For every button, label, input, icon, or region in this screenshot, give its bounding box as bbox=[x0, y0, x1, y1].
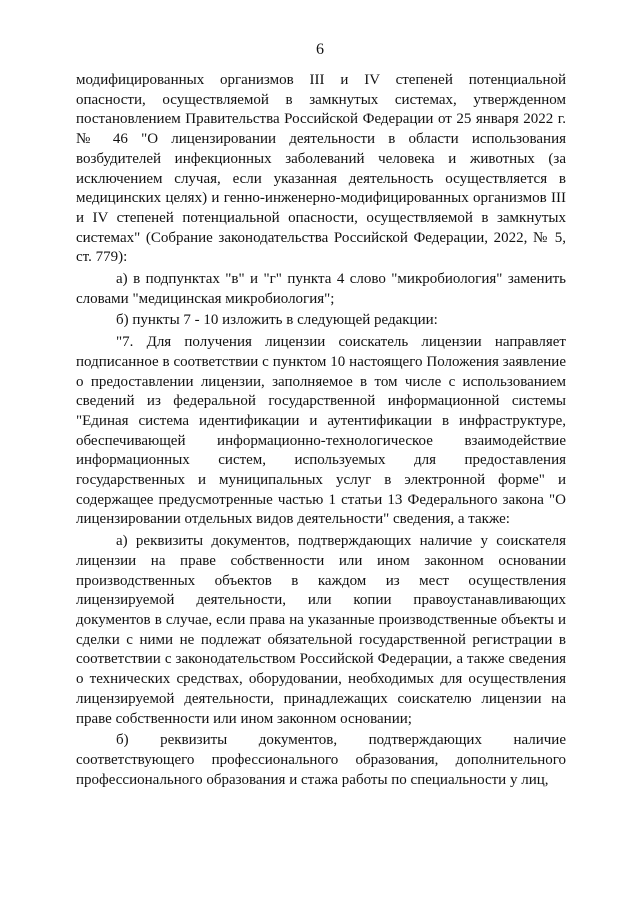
page-number: 6 bbox=[316, 41, 324, 58]
paragraph-clause-7: "7. Для получения лицензии соискатель лицензии направляет подписанное в соответствии с пунктом 10 настоящего Положения заявление о предоставлении лицензии, заполняемое в том числе с использованием сведений из федеральной государственной информационной системы "Единая система идентификации и аутентификации в инфраструктуре, обеспечивающей информационно-технологическое взаимодействие информационных систем, используемых для предоставления государственных и муниципальных услуг в электронной форме" и содержащее предусмотренные частью 1 статьи 13 Федерального закона "О лицензировании отдельных видов деятельности" сведения, а также: bbox=[76, 334, 566, 528]
paragraph-item-b: б) пункты 7 - 10 изложить в следующей редакции: bbox=[116, 312, 438, 329]
paragraph-item-a: а) в подпунктах "в" и "г" пункта 4 слово "микробиология" заменить словами "медицинская микробиология"; bbox=[76, 271, 566, 307]
document-body bbox=[76, 71, 566, 790]
paragraph-intro-continuation: модифицированных организмов III и IV степеней потенциальной опасности, осуществляемой в замкнутых системах, утвержденном постановлением Правительства Российской Федерации от 25 января 2022 г. № 46 "О лицензировании деятельности в области использования возбудителей инфекционных заболеваний человека и животных (за исключением случая, если указанная деятельность осуществляется в медицинских целях) и генно-инженерно-модифицированных организмов III и IV степеней потенциальной опасности, осуществляемой в замкнутых системах" (Собрание законодательства Российской Федерации, 2022, № 5, ст. 779): bbox=[76, 72, 566, 266]
paragraph-subitem-b: б) реквизиты документов, подтверждающих наличие соответствующего профессионального образования, дополнительного профессионального образования и стажа работы по специальности у лиц, bbox=[76, 732, 566, 788]
paragraph-subitem-a: а) реквизиты документов, подтверждающих наличие у соискателя лицензии на праве собственности или ином законном основании производственных объектов в каждом из мест осуществления лицензируемой деятельности, или копии правоустанавливающих документов в случае, если права на указанные производственные объекты и сделки с ними не подлежат обязательной государственной регистрации в соответствии с законодательством Российской Федерации, а также сведения о технических средствах, оборудовании, необходимых для осуществления лицензируемой деятельности, принадлежащих соискателю лицензии на праве собственности или ином законном основании; bbox=[76, 533, 566, 727]
